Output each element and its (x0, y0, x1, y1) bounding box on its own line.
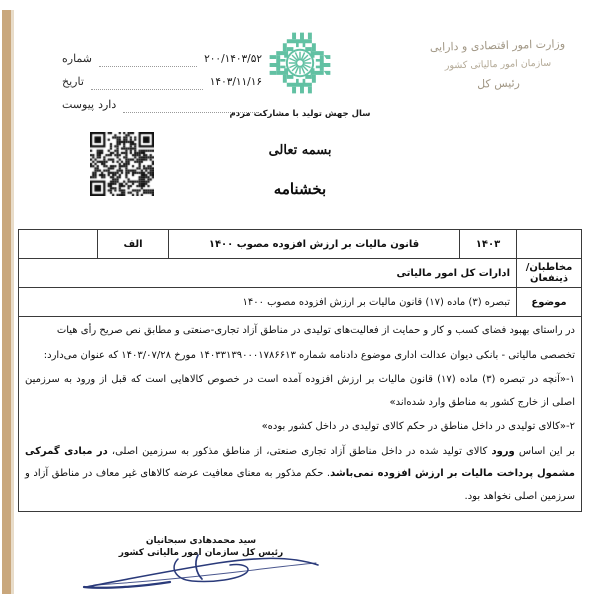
body-item-1: ۱-«آنچه در تبصره (۳) ماده (۱۷) قانون مالیات بر ارزش افزوده آمده است در خصوص کالاهایی است که قبل از ورود به سرزمین اصلی از خارج کشور به مناطق وارد شده‌اند» (25, 374, 575, 408)
letterhead-ministry: وزارت امور اقتصادی و دارایی (429, 37, 566, 54)
table-row-body (19, 317, 582, 512)
date-value: ۱۴۰۳/۱۱/۱۶ (209, 76, 262, 88)
table-row-classification (19, 230, 582, 259)
closing-part-3: . حکم مذکور به معنای معافیت عرضه کالاهای غیر معاف در مناطق آزاد و سرزمین اصلی نخواهد بود. (25, 468, 575, 502)
tax-administration-emblem-icon (267, 30, 333, 96)
table-row-subject (19, 288, 582, 317)
letterhead-role: رئیس کل (476, 76, 521, 91)
document-table (18, 229, 582, 512)
page-title: بخشنامه (273, 180, 327, 198)
cell-blank-left (19, 230, 98, 259)
signature-block (96, 536, 306, 558)
attachment-label: پیوست (62, 98, 95, 111)
subject-value: تبصره (۳) ماده (۱۷) قانون مالیات بر ارزش افزوده مصوب ۱۴۰۰ (19, 288, 517, 317)
body-closing (25, 441, 575, 509)
body-item-2: ۲-«کالای تولیدی در داخل مناطق در حکم کالای تولیدی در داخل کشور بوده» (261, 421, 575, 432)
body-cell (19, 317, 582, 512)
signer-title: رئیس کل سازمان امور مالیاتی کشور (118, 548, 284, 558)
emblem-area (0, 30, 600, 198)
closing-bold-customs: در مبادی گمرکی مشمول پرداخت مالیات بر ارزش افزوده نمی‌باشد (25, 445, 576, 479)
cell-law-name: قانون مالیات بر ارزش افزوده مصوب ۱۴۰۰ (169, 230, 460, 259)
body-intro-line-1: در راستای بهبود فضای کسب و کار و حمایت از فعالیت‌های تولیدی در مناطق آزاد تجاری-صنعتی و مطابق نص صریح رأی هیات (56, 325, 575, 336)
letterhead-organization: سازمان امور مالیاتی کشور (444, 57, 552, 72)
basmala: بسمه تعالی (268, 143, 332, 158)
date-label: تاریخ (62, 75, 84, 88)
number-value: ۲۰۰/۱۴۰۳/۵۲ (204, 53, 262, 65)
table-row-audience (19, 259, 582, 288)
cell-year: ۱۴۰۳ (460, 230, 517, 259)
closing-part-1: بر این اساس (514, 445, 575, 457)
closing-part-2: کالای تولید شده در داخل مناطق آزاد تجاری صنعتی، از مناطق مذکور به سرزمین اصلی، (107, 445, 492, 457)
audience-label: مخاطبان/ ذینفعان (517, 259, 582, 288)
cell-blank-right (517, 230, 582, 259)
year-slogan: سال جهش تولید با مشارکت مردم (229, 109, 371, 119)
subject-label: موضوع (517, 288, 582, 317)
audience-value: ادارات کل امور مالیاتی (19, 259, 517, 288)
cell-classification-letter: الف (98, 230, 169, 259)
attachment-value: دارد (98, 98, 117, 111)
signer-name: سید محمدهادی سبحانیان (145, 536, 257, 546)
number-label: شماره (62, 52, 93, 65)
document-header (0, 0, 600, 226)
body-intro-line-2: تخصصی مالیاتی - بانکی دیوان عدالت اداری موضوع دادنامه شماره ۱۴۰۳۳۱۳۹۰۰۰۱۷۸۶۶۱۳ مورخ ۱۴۰۳/۰۷/۲۸ که عنوان می‌دارد: (43, 349, 575, 361)
closing-bold-vorood: ورود (491, 445, 515, 457)
